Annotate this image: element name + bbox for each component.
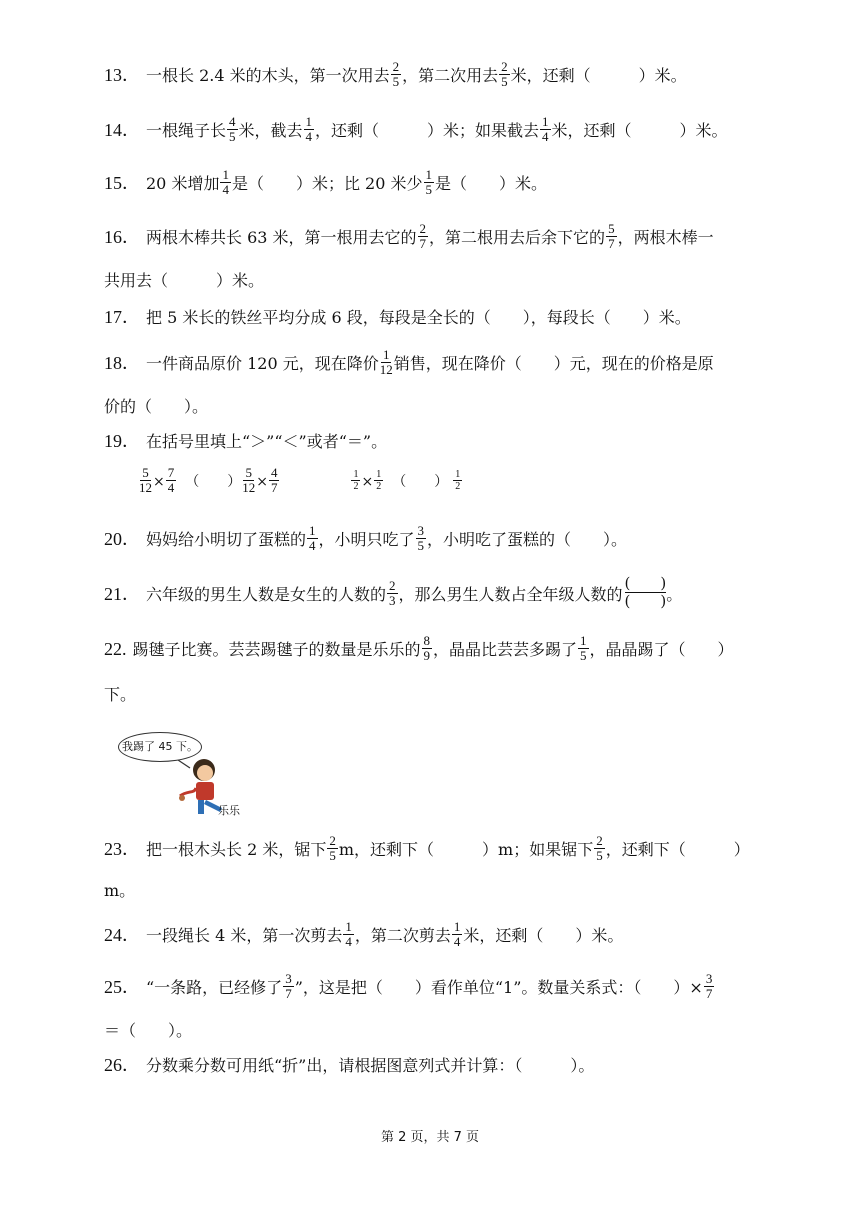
numerator: 1 <box>382 347 390 362</box>
numerator: 1 <box>580 633 587 648</box>
question-text: 是（ ）米；比 20 米少 <box>231 174 423 193</box>
compare-blank[interactable]: （ ） <box>392 474 449 490</box>
numerator: 5 <box>608 221 615 236</box>
denominator: 5 <box>417 538 425 553</box>
denominator: 7 <box>270 479 278 495</box>
denominator: 9 <box>423 648 431 663</box>
question-text: 销售，现在降价（ ）元，现在的价格是原 <box>393 354 714 373</box>
question-text: 一件商品原价 120 元，现在降价 <box>146 354 379 373</box>
question-q25 <box>104 972 764 1003</box>
denominator: 4 <box>305 129 313 144</box>
denominator: 5 <box>425 182 432 197</box>
numerator: 1 <box>376 468 382 480</box>
numerator: 1 <box>345 919 352 934</box>
question-q16b <box>104 266 764 296</box>
question-number: 19． <box>104 431 140 451</box>
fraction <box>424 168 435 197</box>
denominator: 7 <box>285 986 292 1001</box>
question-text: ，第二根用去后余下它的 <box>429 228 606 247</box>
question-text: ，第二次用去 <box>402 66 499 85</box>
numerator: 2 <box>419 221 427 236</box>
question-text: ，小明吃了蛋糕的（ ）。 <box>427 530 628 549</box>
question-q23b <box>104 876 764 906</box>
question-q23 <box>104 834 764 865</box>
question-q15 <box>104 168 764 199</box>
denominator: 7 <box>608 236 615 251</box>
denominator: 12 <box>379 362 393 377</box>
denominator: 4 <box>453 934 461 949</box>
question-number: 18． <box>104 353 140 373</box>
fraction <box>387 579 398 608</box>
fraction <box>351 469 360 492</box>
denominator: 2 <box>455 480 461 492</box>
fraction <box>242 466 255 495</box>
question-q18 <box>104 348 764 379</box>
numerator: 4 <box>229 114 236 129</box>
numerator: 3 <box>417 523 425 538</box>
compare-row <box>138 464 463 497</box>
numerator: 5 <box>142 464 149 480</box>
denominator: 12 <box>139 479 152 495</box>
fraction <box>374 469 383 492</box>
question-text: ，小明只吃了 <box>318 530 415 549</box>
numerator: 2 <box>329 833 336 848</box>
denominator: 5 <box>329 848 336 863</box>
question-number: 16． <box>104 227 140 247</box>
denominator: 5 <box>580 648 587 663</box>
question-number: 20． <box>104 529 140 549</box>
question-number: 21． <box>104 584 140 604</box>
numerator: 1 <box>309 523 316 538</box>
question-q19 <box>104 426 764 457</box>
fraction <box>418 222 429 251</box>
fraction <box>416 524 427 553</box>
question-text: 下。 <box>104 685 137 704</box>
question-text: ，第二次剪去 <box>354 926 451 945</box>
denominator: 4 <box>222 182 229 197</box>
question-number: 14． <box>104 120 140 140</box>
fraction <box>540 115 551 144</box>
fraction <box>220 168 231 197</box>
numerator: 2 <box>389 578 396 593</box>
question-number: 24． <box>104 925 140 945</box>
denominator: 3 <box>389 593 396 608</box>
question-q17 <box>104 302 764 333</box>
denominator: 7 <box>705 986 713 1001</box>
question-text: m。 <box>104 881 136 900</box>
fraction <box>499 60 510 89</box>
denominator: 5 <box>229 129 236 144</box>
question-q20 <box>104 524 764 555</box>
question-q13 <box>104 60 764 91</box>
question-q14 <box>104 115 764 146</box>
question-text: 分数乘分数可用纸“折”出，请根据图意列式并计算：（ ）。 <box>146 1056 595 1075</box>
question-number: 25． <box>104 977 140 997</box>
fraction <box>304 115 315 144</box>
page-footer: 第 2 页，共 7 页 <box>380 1130 480 1145</box>
question-text: “一条路，已经修了 <box>146 978 283 997</box>
question-q22b <box>104 680 764 710</box>
question-text: ，还剩（ ）米；如果截去 <box>315 121 540 140</box>
question-q21 <box>104 574 764 613</box>
question-text: ，两根木棒一 <box>617 228 714 247</box>
fraction <box>380 348 393 377</box>
question-number: 23． <box>104 839 140 859</box>
fraction <box>391 60 402 89</box>
denominator: 4 <box>345 934 352 949</box>
kid-name-label: 乐乐 <box>218 804 240 817</box>
numerator: 2 <box>596 833 603 848</box>
question-q25b <box>104 1016 764 1046</box>
denominator: 7 <box>419 236 427 251</box>
question-text: 米，还剩（ ）米。 <box>551 121 728 140</box>
numerator: 1 <box>453 919 461 934</box>
question-number: 26． <box>104 1055 140 1075</box>
numerator: 7 <box>167 464 175 480</box>
fraction <box>307 524 318 553</box>
question-q26 <box>104 1050 764 1081</box>
denominator: 5 <box>596 848 603 863</box>
question-text: ，晶晶踢了（ ） <box>589 640 734 659</box>
denominator: 4 <box>542 129 549 144</box>
fraction <box>227 115 238 144</box>
illustration-kid <box>118 724 248 820</box>
fraction <box>422 634 433 663</box>
question-q16 <box>104 222 764 253</box>
fraction <box>578 634 589 663</box>
question-text: 是（ ）米。 <box>435 174 548 193</box>
question-number: 17． <box>104 307 140 327</box>
compare-text: × <box>153 474 165 490</box>
question-q22 <box>104 634 764 665</box>
answer-fraction-blank[interactable]: ( ) ( ) <box>624 574 667 610</box>
fraction <box>283 972 294 1001</box>
question-q24 <box>104 920 764 951</box>
numerator: 8 <box>423 633 431 648</box>
numerator: 1 <box>305 114 313 129</box>
question-text: 两根木棒共长 63 米，第一根用去它的 <box>146 228 417 247</box>
compare-text: × <box>361 474 374 490</box>
question-text: 六年级的男生人数是女生的人数的 <box>146 585 387 604</box>
fraction <box>452 920 463 949</box>
denominator: 4 <box>309 538 316 553</box>
question-text: 米，截去 <box>238 121 303 140</box>
compare-blank[interactable]: （ ） <box>185 474 242 490</box>
denominator: 2 <box>353 480 359 492</box>
question-text: 价的（ ）。 <box>104 397 209 416</box>
question-text: 一根长 2.4 米的木头，第一次用去 <box>146 66 390 85</box>
question-text: 。 <box>666 585 683 604</box>
fraction <box>269 466 280 495</box>
numerator: 3 <box>285 971 292 986</box>
fraction <box>606 222 617 251</box>
numerator: 1 <box>542 114 549 129</box>
question-text: 共用去（ ）米。 <box>104 271 265 290</box>
fraction <box>453 469 462 492</box>
question-text: 一根绳子长 <box>146 121 227 140</box>
denominator: 5 <box>392 74 400 89</box>
speech-bubble: 我踢了 45 下。 <box>118 732 202 762</box>
numerator: 4 <box>270 464 278 480</box>
question-text: 米，还剩（ ）米。 <box>463 926 624 945</box>
numerator: 1 <box>455 468 461 480</box>
numerator: 2 <box>501 59 508 74</box>
question-text: ，还剩下（ ） <box>605 840 750 859</box>
fraction <box>594 834 605 863</box>
numerator: 3 <box>705 971 713 986</box>
fraction <box>139 466 152 495</box>
denominator: 12 <box>242 479 256 495</box>
question-text: 米，还剩（ ）米。 <box>510 66 687 85</box>
question-number: 15． <box>104 173 140 193</box>
fraction <box>166 466 177 495</box>
question-text: 妈妈给小明切了蛋糕的 <box>146 530 307 549</box>
denominator: 2 <box>376 480 382 492</box>
question-text: m，还剩下（ ）m；如果锯下 <box>338 840 594 859</box>
numerator: 2 <box>392 59 400 74</box>
question-text: ＝（ ）。 <box>104 1021 193 1040</box>
numerator: 1 <box>425 167 432 182</box>
question-text: 20 米增加 <box>146 174 220 193</box>
denominator: 4 <box>167 479 175 495</box>
compare-text: × <box>256 474 268 490</box>
numerator: 1 <box>353 468 359 480</box>
question-number: 22. <box>104 639 127 659</box>
question-text: 踢毽子比赛。芸芸踢毽子的数量是乐乐的 <box>132 640 421 659</box>
denominator: 5 <box>501 74 508 89</box>
question-text: ，那么男生人数占全年级人数的 <box>398 585 623 604</box>
fraction <box>704 972 715 1001</box>
numerator: 1 <box>222 167 229 182</box>
question-text: 把 5 米长的铁丝平均分成 6 段，每段是全长的（ ），每段长（ ）米。 <box>146 308 691 327</box>
question-text: 一段绳长 4 米，第一次剪去 <box>146 926 343 945</box>
fraction <box>343 920 354 949</box>
question-number: 13． <box>104 65 140 85</box>
question-text: 把一根木头长 2 米，锯下 <box>146 840 327 859</box>
question-text: ”，这是把（ ）看作单位“1”。数量关系式：（ ）× <box>294 978 703 997</box>
fraction <box>327 834 338 863</box>
question-q18b <box>104 392 764 422</box>
question-text: ，晶晶比芸芸多踢了 <box>433 640 578 659</box>
numerator: 5 <box>245 464 252 480</box>
question-text: 在括号里填上“＞”“＜”或者“＝”。 <box>146 432 388 451</box>
